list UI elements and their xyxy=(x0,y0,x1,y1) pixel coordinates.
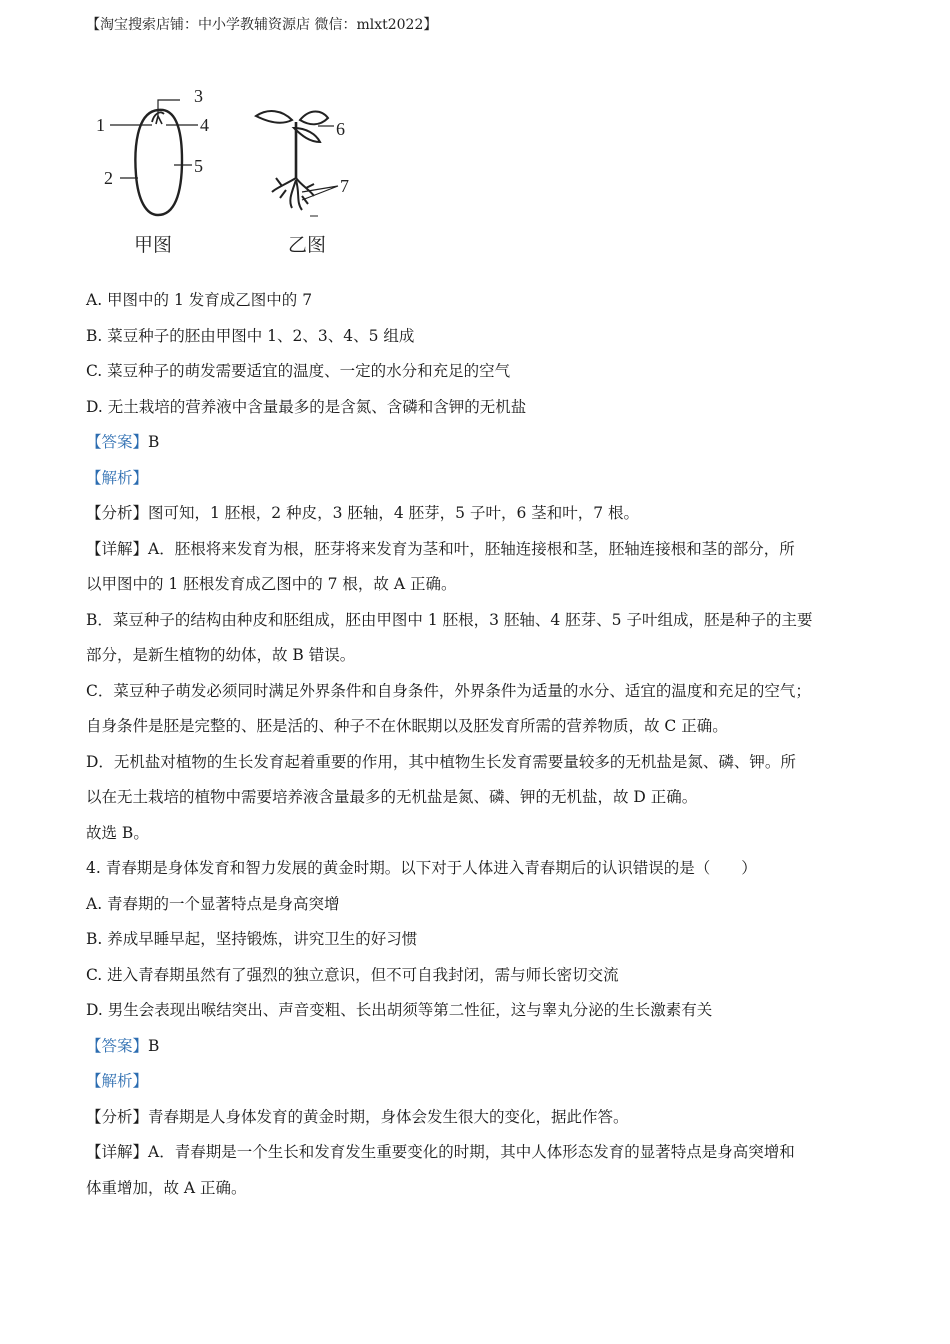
seed-diagram-svg xyxy=(96,80,376,230)
q3-detail-tag: 【详解】 xyxy=(86,539,149,558)
q3-option-b: B. 菜豆种子的胚由甲图中 1、2、3、4、5 组成 xyxy=(86,326,415,345)
q3-option-a: A. 甲图中的 1 发育成乙图中的 7 xyxy=(86,291,313,309)
bean-seed-drawing xyxy=(110,100,198,215)
q3-option-c: C. 菜豆种子的萌发需要适宜的温度、一定的水分和充足的空气 xyxy=(86,362,511,380)
q3-option-d: D. 无土栽培的营养液中含量最多的是含氮、含磷和含钾的无机盐 xyxy=(86,397,527,416)
q3-answer xyxy=(86,425,866,461)
q4-detail-line xyxy=(86,1135,866,1171)
q3-fenxi-tag: 【分析】 xyxy=(86,504,149,522)
q4-stem: 4. 青春期是身体发育和智力发展的黄金时期。以下对于人体进入青春期后的认识错误的是（ ） xyxy=(86,859,757,877)
q3-detail-line xyxy=(86,532,866,568)
q4-fenxi xyxy=(86,1100,866,1136)
q3-answer-tag: 【答案】 xyxy=(86,433,149,451)
caption-jia: 甲图 xyxy=(134,234,173,256)
seedling-drawing xyxy=(256,111,338,216)
q3-detail-line: B．菜豆种子的结构由种皮和胚组成，胚由甲图中 1 胚根，3 胚轴、4 胚芽、5 子叶组成，胚是种子的主要 xyxy=(86,610,813,629)
label-2: 2 xyxy=(104,168,113,188)
label-3: 3 xyxy=(194,86,203,106)
label-7: 7 xyxy=(340,176,349,196)
q3-analysis-tag: 【解析】 xyxy=(86,468,149,487)
label-1: 1 xyxy=(96,115,105,135)
q4-answer xyxy=(86,1029,866,1065)
q3-detail-line: C．菜豆种子萌发必须同时满足外界条件和自身条件，外界条件为适量的水分、适宜的温度和充足的空气； xyxy=(86,681,811,700)
q3-conclusion: 故选 B。 xyxy=(86,823,149,842)
q3-detail-line: 以甲图中的 1 胚根发育成乙图中的 7 根，故 A 正确。 xyxy=(86,575,457,593)
q4-option-c: C. 进入青春期虽然有了强烈的独立意识，但不可自我封闭，需与师长密切交流 xyxy=(86,965,619,984)
q3-detail-line: 自身条件是胚是完整的、胚是活的、种子不在休眠期以及胚发育所需的营养物质，故 C 正确。 xyxy=(86,717,728,735)
q4-detail-text: A．青春期是一个生长和发育发生重要变化的时期，其中人体形态发育的显著特点是身高突增和 xyxy=(148,1143,795,1161)
q4-answer-value: B xyxy=(148,1036,160,1055)
q4-fenxi-tag: 【分析】 xyxy=(86,1107,149,1126)
page-header-watermark: 【淘宝搜索店铺：中小学教辅资源店 微信：mlxt2022】 xyxy=(86,17,438,33)
q4-option-d: D. 男生会表现出喉结突出、声音变粗、长出胡须等第二性征，这与睾丸分泌的生长激素有关 xyxy=(86,1001,713,1019)
q3-detail-line: D．无机盐对植物的生长发育起着重要的作用，其中植物生长发育需要量较多的无机盐是氮、磷、钾。所 xyxy=(86,752,796,771)
label-6: 6 xyxy=(336,119,345,139)
label-4: 4 xyxy=(200,115,209,135)
q4-option-b: B. 养成早睡早起，坚持锻炼，讲究卫生的好习惯 xyxy=(86,930,418,948)
q4-detail-tag: 【详解】 xyxy=(86,1143,149,1161)
q3-detail-line: 部分，是新生植物的幼体，故 B 错误。 xyxy=(86,646,356,664)
q4-fenxi-text: 青春期是人身体发育的黄金时期，身体会发生很大的变化，据此作答。 xyxy=(148,1107,629,1126)
caption-yi: 乙图 xyxy=(288,234,327,256)
q4-option-a: A. 青春期的一个显著特点是身高突增 xyxy=(86,894,340,913)
q4-answer-tag: 【答案】 xyxy=(86,1036,149,1055)
q3-answer-value: B xyxy=(148,433,160,451)
q3-detail-line: 以在无土栽培的植物中需要培养液含量最多的无机盐是氮、磷、钾的无机盐，故 D 正确。 xyxy=(86,788,698,806)
q3-fenxi-text: 图可知，1 胚根，2 种皮，3 胚轴，4 胚芽，5 子叶，6 茎和叶，7 根。 xyxy=(148,504,640,522)
seed-diagram xyxy=(96,80,376,265)
q3-fenxi xyxy=(86,496,866,532)
q4-analysis-tag: 【解析】 xyxy=(86,1072,149,1090)
label-5: 5 xyxy=(194,156,203,176)
q3-detail-text: A．胚根将来发育为根，胚芽将来发育为茎和叶，胚轴连接根和茎，胚轴连接根和茎的部分，所 xyxy=(148,539,795,558)
q4-detail-line: 体重增加，故 A 正确。 xyxy=(86,1178,247,1197)
question-content xyxy=(86,283,866,1206)
